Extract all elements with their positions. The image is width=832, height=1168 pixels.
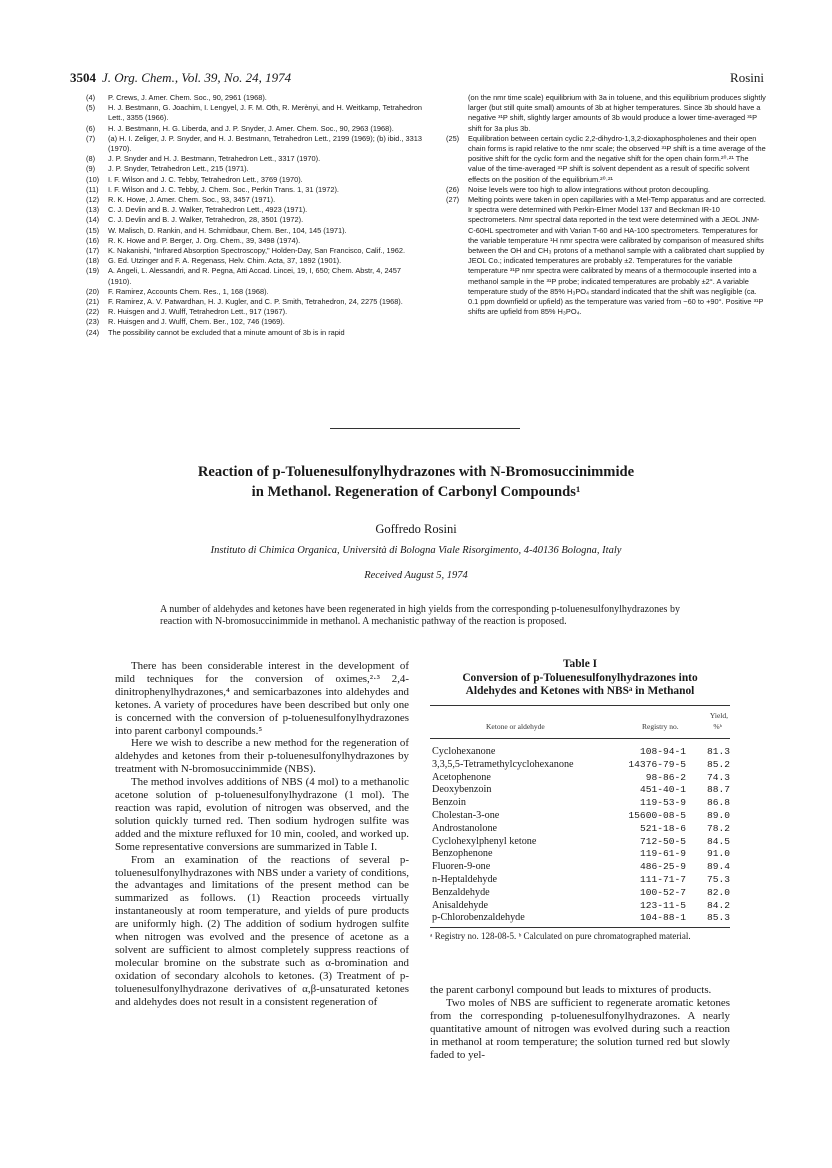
reference-item bbox=[86, 328, 426, 338]
table-row bbox=[430, 900, 730, 913]
reference-number: (26) bbox=[446, 184, 460, 194]
reference-number: (4) bbox=[86, 93, 96, 102]
reference-text: R. Huisgen and J. Wulff, Tetrahedron Lett., 917 (1967). bbox=[108, 307, 288, 317]
reference-item bbox=[86, 246, 426, 256]
reference-number: (12) bbox=[86, 195, 100, 205]
table-header-rule bbox=[430, 738, 730, 739]
table-row bbox=[430, 874, 730, 887]
registry-number: 108-94-1 bbox=[639, 746, 686, 757]
reference-text: I. F. Wilson and J. C. Tebby, J. Chem. Soc., Perkin Trans. 1, 31 (1972). bbox=[108, 184, 339, 194]
reference-number: (13) bbox=[86, 205, 100, 215]
reference-number: (19) bbox=[86, 266, 100, 276]
body-paragraph: The method involves additions of NBS (4 mol) to a methanolic acetone solution of p-toluenesulfonylhydrazone (1 mol). The reaction was rapid, evolution of nitrogen was observed, and the solution quickly turned red. Then sodium hydrogen sulfite was added and the mixture refluxed for 10 min, cooled, and worked up. Some representative conversions are summarized in Table I. bbox=[115, 776, 409, 853]
yield-value: 85.3 bbox=[706, 912, 730, 924]
body-column-left bbox=[115, 660, 409, 1008]
reference-item bbox=[446, 185, 766, 195]
yield-value: 89.4 bbox=[706, 861, 730, 873]
reference-item bbox=[86, 226, 426, 236]
received-date: Received August 5, 1974 bbox=[364, 570, 468, 581]
registry-number: 712-50-5 bbox=[639, 835, 686, 847]
yield-value: 75.3 bbox=[706, 873, 730, 885]
reference-text: R. Huisgen and J. Wulff, Chem. Ber., 102, 746 (1969). bbox=[108, 317, 285, 327]
reference-item bbox=[86, 154, 426, 164]
reference-item bbox=[86, 195, 426, 205]
registry-number: 111-71-7 bbox=[639, 873, 686, 885]
reference-item bbox=[86, 256, 426, 266]
table-caption-line-2: Aldehydes and Ketones with NBSᵃ in Methanol bbox=[465, 685, 695, 697]
registry-number: 15600-08-5 bbox=[628, 809, 686, 821]
compound-name: Fluoren-9-one bbox=[432, 861, 491, 873]
article-author: Goffredo Rosini bbox=[375, 522, 457, 536]
compound-name: Cholestan-3-one bbox=[432, 809, 500, 821]
compound-name: Cyclohexylphenyl ketone bbox=[432, 835, 537, 847]
body-paragraph: There has been considerable interest in the development of mild techniques for the conversion of oximes,²·³ 2,4-dinitrophenylhydrazones,⁴ and semicarbazones into aldehydes and ketones. A variety of procedures have been described but only one is concerned with the conversion of p-toluenesulfonylhydrazones into parent carbonyl compounds.⁵ bbox=[115, 660, 409, 737]
table-col-yield: Yield, bbox=[709, 711, 728, 720]
reference-item bbox=[86, 134, 426, 154]
reference-text: C. J. Devlin and B. J. Walker, Tetrahedron, 28, 3501 (1972). bbox=[108, 215, 304, 225]
yield-value: 84.2 bbox=[706, 899, 730, 911]
reference-text: F. Ramirez, Accounts Chem. Res., 1, 168 (1968). bbox=[108, 286, 269, 296]
yield-value: 84.5 bbox=[706, 835, 730, 847]
registry-number: 119-61-9 bbox=[639, 848, 686, 860]
table-caption bbox=[430, 658, 730, 699]
table-col-yield-unit: %ᵇ bbox=[713, 722, 722, 731]
table-caption-line-1: Conversion of p-Toluenesulfonylhydrazones into bbox=[462, 671, 698, 684]
reference-number: (16) bbox=[86, 235, 100, 245]
reference-number: (17) bbox=[86, 246, 100, 256]
reference-number: (9) bbox=[86, 164, 96, 174]
table-row bbox=[430, 797, 730, 810]
table-row bbox=[430, 823, 730, 836]
reference-item bbox=[86, 236, 426, 246]
reference-text: Equilibration between certain cyclic 2,2-dihydro-1,3,2-dioxaphospholenes and their open chain forms is rapid relative to the nmr scale; the observed ³¹P shift is a time average of the positive shift for the cyclic form and the negative shift for the open chain form.²⁰·²¹ The value of the time-averaged ³¹P shift is solvent dependent as a result of specific solvent effects on the position of the equilibrium.²⁰·²¹ bbox=[468, 133, 766, 184]
reference-item bbox=[86, 317, 426, 327]
table-row bbox=[430, 912, 730, 925]
reference-text: H. J. Bestmann, H. G. Liberda, and J. P. Snyder, J. Amer. Chem. Soc., 90, 2963 (1968). bbox=[108, 123, 394, 133]
body-paragraph: Two moles of NBS are sufficient to regenerate aromatic ketones from the corresponding p-toluenesulfonylhydrazones. A nearly quantitative amount of nitrogen was evolved during such a reaction in methanol at room temperature; the solution turned red but slowly faded to yel- bbox=[430, 996, 730, 1061]
yield-value: 86.8 bbox=[706, 797, 730, 809]
table-col-registry: Registry no. bbox=[642, 722, 679, 731]
reference-text: J. P. Snyder and H. J. Bestmann, Tetrahedron Lett., 3317 (1970). bbox=[108, 154, 321, 164]
reference-text: (on the nmr time scale) equilibrium with 3a in toluene, and this equilibrium produces slightly larger (but still quite small) amounts of 3b at higher temperatures. Since 3b should have a negative ³¹P shift, slightly larger amounts of 3b would produce a lower time-averaged ³¹P shift for 3a plus 3b. bbox=[468, 93, 766, 133]
reference-number: (18) bbox=[86, 256, 100, 266]
reference-item bbox=[86, 266, 426, 286]
compound-name: Androstanolone bbox=[432, 822, 498, 834]
reference-number: (24) bbox=[86, 327, 100, 337]
reference-item bbox=[446, 134, 766, 185]
table-top-rule bbox=[430, 705, 730, 706]
header-left bbox=[70, 70, 291, 86]
reference-text: G. Ed. Utzinger and F. A. Regenass, Helv. Chim. Acta, 37, 1892 (1901). bbox=[108, 256, 342, 266]
table-row bbox=[430, 861, 730, 874]
reference-number: (10) bbox=[86, 174, 100, 184]
yield-value: 89.0 bbox=[706, 809, 730, 821]
compound-name: 3,3,5,5-Tetramethylcyclohexanone bbox=[432, 758, 574, 770]
reference-text: Noise levels were too high to allow integrations without proton decoupling. bbox=[468, 184, 710, 194]
compound-name: Deoxybenzoin bbox=[432, 784, 492, 796]
reference-text: R. K. Howe and P. Berger, J. Org. Chem., 39, 3498 (1974). bbox=[108, 235, 301, 245]
registry-number: 100-52-7 bbox=[639, 886, 686, 898]
reference-item bbox=[86, 185, 426, 195]
registry-number: 119-53-9 bbox=[639, 797, 686, 809]
reference-text: I. F. Wilson and J. C. Tebby, Tetrahedron Lett., 3769 (1970). bbox=[108, 174, 303, 184]
table-row bbox=[430, 746, 730, 759]
reference-number: (14) bbox=[86, 215, 100, 225]
table-body bbox=[430, 746, 730, 925]
compound-name: Anisaldehyde bbox=[432, 899, 489, 911]
reference-number: (25) bbox=[446, 133, 460, 143]
table-row bbox=[430, 784, 730, 797]
reference-number: (5) bbox=[86, 103, 96, 113]
yield-value: 91.0 bbox=[706, 848, 730, 860]
article-title bbox=[90, 462, 742, 502]
running-header bbox=[70, 70, 764, 90]
reference-number: (21) bbox=[86, 297, 100, 307]
reference-item bbox=[86, 93, 426, 103]
reference-text: F. Ramirez, A. V. Patwardhan, H. J. Kugler, and C. P. Smith, Tetrahedron, 24, 2275 (1968). bbox=[108, 297, 403, 307]
yield-value: 82.0 bbox=[706, 886, 730, 898]
reference-text: H. J. Bestmann, G. Joachim, I. Lengyel, J. F. M. Oth, R. Merènyi, and H. Weitkamp, Tetrahedron Lett., 3355 (1966). bbox=[108, 103, 422, 123]
registry-number: 123-11-5 bbox=[639, 899, 686, 911]
reference-number: (20) bbox=[86, 286, 100, 296]
yield-value: 88.7 bbox=[706, 784, 730, 796]
reference-number: (27) bbox=[446, 195, 460, 205]
table-bottom-rule bbox=[430, 927, 730, 928]
journal-citation: J. Org. Chem., Vol. 39, No. 24, 1974 bbox=[102, 70, 292, 85]
section-divider bbox=[330, 428, 520, 429]
compound-name: Benzaldehyde bbox=[432, 886, 490, 898]
compound-name: n-Heptaldehyde bbox=[432, 873, 498, 885]
reference-item bbox=[86, 297, 426, 307]
reference-text: (a) H. I. Zeliger, J. P. Snyder, and H. J. Bestmann, Tetrahedron Lett., 2199 (1969); (b) ibid., 3313 (1970). bbox=[108, 133, 422, 154]
reference-item bbox=[86, 164, 426, 174]
reference-number: (23) bbox=[86, 317, 100, 327]
compound-name: Acetophenone bbox=[432, 771, 491, 783]
compound-name: Cyclohexanone bbox=[432, 746, 496, 757]
registry-number: 14376-79-5 bbox=[628, 758, 686, 770]
yield-value: 74.3 bbox=[706, 771, 730, 783]
table-row bbox=[430, 887, 730, 900]
reference-item bbox=[86, 205, 426, 215]
reference-item bbox=[86, 215, 426, 225]
affiliation: Instituto di Chimica Organica, Università di Bologna Viale Risorgimento, 4-40136 Bologna, Italy bbox=[210, 545, 622, 556]
reference-text: J. P. Snyder, Tetrahedron Lett., 215 (1971). bbox=[108, 164, 249, 174]
reference-item bbox=[86, 103, 426, 123]
reference-text: A. Angeli, L. Alessandri, and R. Pegna, Atti Accad. Lincei, 19, I, 650; Chem. Abstr, 4, 2457 (1910). bbox=[108, 266, 401, 286]
table-label: Table I bbox=[562, 658, 598, 670]
reference-number: (7) bbox=[86, 133, 96, 143]
reference-text: C. J. Devlin and B. J. Walker, Tetrahedron Lett., 4923 (1971). bbox=[108, 205, 308, 215]
page-number: 3504 bbox=[70, 70, 96, 85]
compound-name: Benzophenone bbox=[432, 848, 493, 860]
reference-text: P. Crews, J. Amer. Chem. Soc., 90, 2961 (1968). bbox=[108, 93, 267, 102]
body-paragraph: the parent carbonyl compound but leads to mixtures of products. bbox=[430, 984, 712, 996]
reference-number: (11) bbox=[86, 184, 99, 194]
reference-text: The possibility cannot be excluded that a minute amount of 3b is in rapid bbox=[108, 327, 345, 337]
registry-number: 104-88-1 bbox=[639, 912, 686, 924]
table-row bbox=[430, 810, 730, 823]
table-col-compound: Ketone or aldehyde bbox=[486, 722, 545, 731]
body-paragraph: From an examination of the reactions of several p-toluenesulfonylhydrazones with NBS under a variety of conditions, the advantages and limitations of the present method can be summarized as follows. (1) Reaction proceeds virtually instantaneously at room temperature, and yields of pure products are uniformly high. (2) The addition of sodium hydrogen sulfite when nitrogen was evolved and the presence of acetone as a solvent are sufficient to almost completely suppress reactions of molecular bromine on the substrate such as α-bromination and oxidation of secondary alcohols to ketones. (3) Treatment of p-toluenesulfonylhydrazone derivatives of α,β-unsaturated ketones and aldehydes does not result in a consistent regeneration of bbox=[115, 853, 409, 1008]
title-line-2: in Methanol. Regeneration of Carbonyl Compounds¹ bbox=[251, 484, 581, 500]
reference-text: Melting points were taken in open capillaries with a Mel-Temp apparatus and are corrected. Ir spectra were determined with Perkin-Elmer Model 137 and Beckman IR-10 spectrometers. Nmr spectral data reported in the text were determined with a JEOL JNM-C-60HL spectrometer and with Varian T-60 and HA-100 spectrometers. Temperatures for the variable temperature ¹H nmr spectra were calibrated by comparison of measured shifts between the OH and CH₃ protons of a methanol sample with a calibrated chart supplied by JEOL Co.; indicated temperatures are probably ±2. Temperatures for the variable temperature ³¹P nmr spectra were calibrated by means of a thermocouple inserted into a methanol sample in the ³¹P probe; indicated temperatures are probably ±2°. A variable temperature study of the 85% H₃PO₄ standard indicated that the shift was negligible (ca. 0.1 ppm downfield or upfield) as the temperature was varied from −60 to +90°. Positive ³¹P shifts are upfield from 85% H₃PO₄. bbox=[468, 195, 766, 317]
reference-text: R. K. Howe, J. Amer. Chem. Soc., 93, 3457 (1971). bbox=[108, 195, 276, 205]
abstract: A number of aldehydes and ketones have been regenerated in high yields from the corresponding p-toluenesulfonylhydrazones by reaction with N-bromosuccinimmide in methanol. A mechanistic pathway of the reaction is proposed. bbox=[160, 604, 680, 628]
table-row bbox=[430, 836, 730, 849]
body-paragraph: Here we wish to describe a new method for the regeneration of aldehydes and ketones from their p-toluenesulfonylhydrazones by treatment with N-bromosuccinimmide (NBS). bbox=[115, 737, 409, 776]
registry-number: 486-25-9 bbox=[639, 861, 686, 873]
reference-item bbox=[446, 93, 766, 134]
reference-item bbox=[86, 124, 426, 134]
registry-number: 451-40-1 bbox=[639, 784, 686, 796]
table-row bbox=[430, 848, 730, 861]
yield-value: 81.3 bbox=[706, 746, 730, 757]
references-right bbox=[446, 93, 766, 317]
table-footnote: ᵃ Registry no. 128-08-5. ᵇ Calculated on pure chromatographed material. bbox=[430, 931, 691, 941]
table-row bbox=[430, 759, 730, 772]
title-line-1: Reaction of p-Toluenesulfonylhydrazones with N-Bromosuccinimmide bbox=[197, 464, 635, 480]
reference-number: (8) bbox=[86, 154, 96, 164]
body-column-right bbox=[430, 984, 730, 1061]
yield-value: 78.2 bbox=[706, 822, 730, 834]
references-left bbox=[86, 93, 426, 338]
reference-number: (22) bbox=[86, 307, 100, 317]
reference-item bbox=[86, 287, 426, 297]
reference-item bbox=[86, 307, 426, 317]
reference-item bbox=[86, 175, 426, 185]
table-row bbox=[430, 772, 730, 785]
registry-number: 521-18-6 bbox=[639, 822, 686, 834]
reference-number: (6) bbox=[86, 123, 96, 133]
yield-value: 85.2 bbox=[706, 758, 730, 770]
registry-number: 98-86-2 bbox=[645, 771, 686, 783]
header-author: Rosini bbox=[730, 70, 764, 85]
compound-name: p-Chlorobenzaldehyde bbox=[432, 912, 525, 924]
reference-item bbox=[446, 195, 766, 317]
reference-text: K. Nakanishi, "Infrared Absorption Spectroscopy," Holden-Day, San Francisco, Calif., 1962. bbox=[108, 246, 406, 256]
table-header bbox=[430, 709, 730, 735]
reference-number: (15) bbox=[86, 225, 100, 235]
compound-name: Benzoin bbox=[432, 797, 466, 809]
reference-text: W. Malisch, D. Rankin, and H. Schmidbaur, Chem. Ber., 104, 145 (1971). bbox=[108, 225, 347, 235]
